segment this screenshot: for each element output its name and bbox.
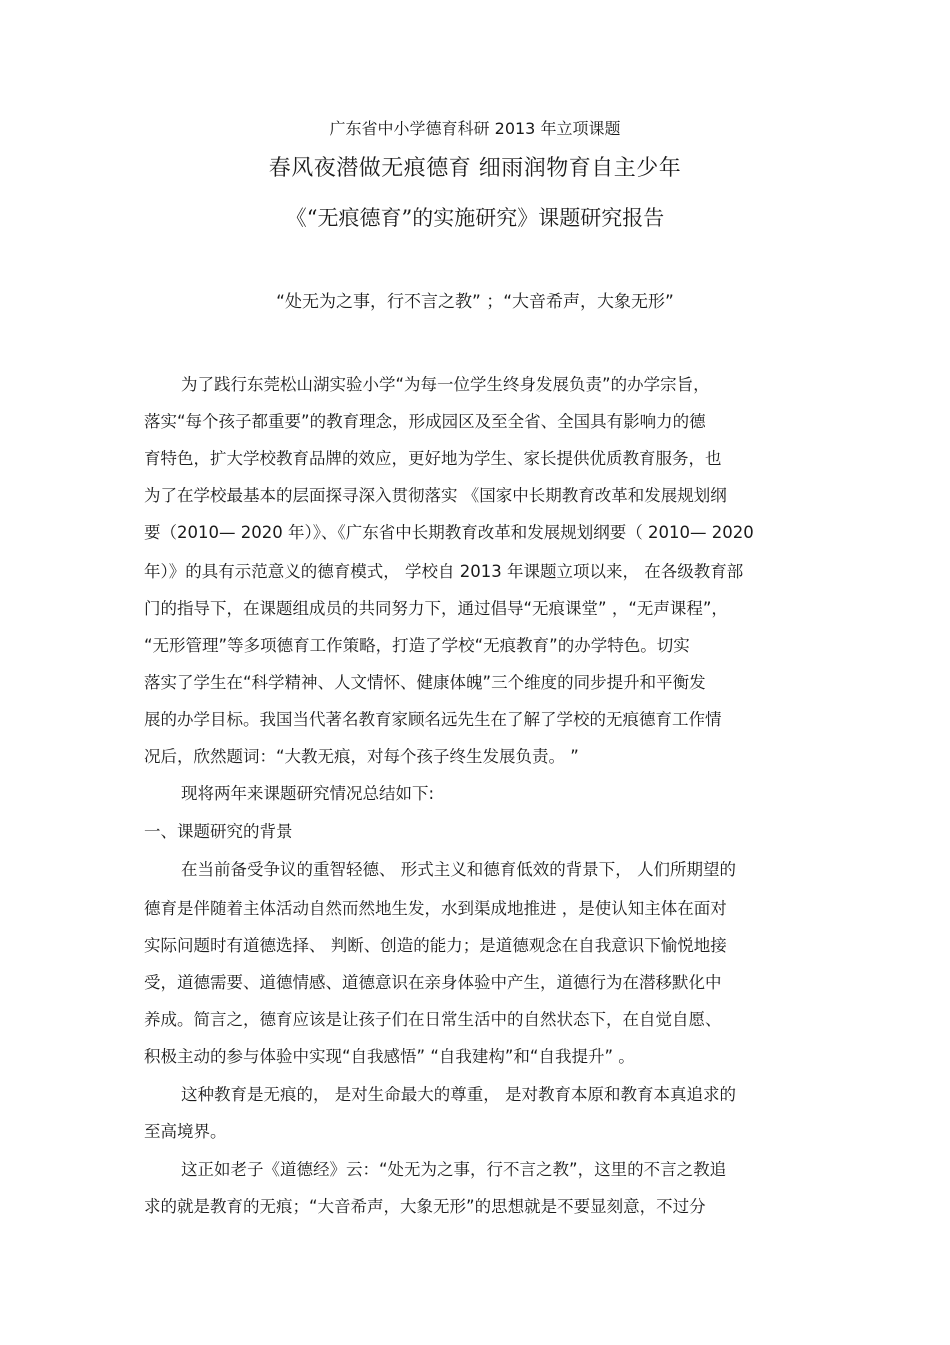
body-line: 这种教育是无痕的， 是对生命最大的尊重， 是对教育本原和教育本真追求的 <box>181 1085 736 1104</box>
body-line: 现将两年来课题研究情况总结如下: <box>181 784 435 803</box>
body-line: 况后，欣然题词：“大教无痕，对每个孩子终生发展负责。 ” <box>144 747 579 766</box>
body-line: 为了在学校最基本的层面探寻深入贯彻落实 《国家中长期教育改革和发展规划纲 <box>144 486 727 505</box>
body-line: “无形管理”等多项德育工作策略，打造了学校“无痕教育”的办学特色。切实 <box>144 636 690 655</box>
body-line: 养成。简言之，德育应该是让孩子们在日常生活中的自然状态下，在自觉自愿、 <box>144 1010 722 1029</box>
body-line: 至高境界。 <box>144 1122 227 1141</box>
body-line: 为了践行东莞松山湖实验小学“为每一位学生终身发展负责”的办学宗旨， <box>181 375 710 394</box>
body-line: 展的办学目标。我国当代著名教育家顾名远先生在了解了学校的无痕德育工作情 <box>144 710 722 729</box>
motto-quote: “处无为之事，行不言之教” ；“大音希声，大象无形” <box>276 292 674 312</box>
body-line: 育特色，扩大学校教育品牌的效应，更好地为学生、家长提供优质教育服务，也 <box>144 449 722 468</box>
body-line: 积极主动的参与体验中实现“自我感悟” “自我建构”和“自我提升” 。 <box>144 1047 635 1066</box>
body-line: 要（2010— 2020 年）》、《广东省中长期教育改革和发展规划纲要（ 2010— 2020 <box>144 523 754 542</box>
body-line: 实际问题时有道德选择、 判断、创造的能力；是道德观念在自我意识下愉悦地接 <box>144 936 727 955</box>
body-line: 门的指导下，在课题组成员的共同努力下，通过倡导“无痕课堂” ，“无声课程”， <box>144 599 728 618</box>
body-line: 受，道德需要、道德情感、道德意识在亲身体验中产生，道德行为在潜移默化中 <box>144 973 722 992</box>
body-line: 年）》的具有示范意义的德育模式， 学校自 2013 年课题立项以来， 在各级教育部 <box>144 562 744 581</box>
report-main-title: 春风夜潜做无痕德育 细雨润物育自主少年 <box>268 156 682 181</box>
body-line: 落实了学生在“科学精神、人文情怀、健康体魄”三个维度的同步提升和平衡发 <box>144 673 706 692</box>
body-line: 在当前备受争议的重智轻德、 形式主义和德育低效的背景下， 人们所期望的 <box>181 860 736 879</box>
section-heading: 一、课题研究的背景 <box>144 822 293 841</box>
report-title: 《“无痕德育”的实施研究》课题研究报告 <box>285 206 665 230</box>
body-line: 德育是伴随着主体活动自然而然地生发，水到渠成地推进 ，是使认知主体在面对 <box>144 899 727 918</box>
body-line: 求的就是教育的无痕；“大音希声，大象无形”的思想就是不要显刻意，不过分 <box>144 1197 706 1216</box>
body-line: 落实“每个孩子都重要”的教育理念，形成园区及至全省、全国具有影响力的德 <box>144 412 706 431</box>
body-line: 这正如老子《道德经》云：“处无为之事，行不言之教”，这里的不言之教追 <box>181 1160 727 1179</box>
project-subtitle: 广东省中小学德育科研 2013 年立项课题 <box>329 119 621 138</box>
